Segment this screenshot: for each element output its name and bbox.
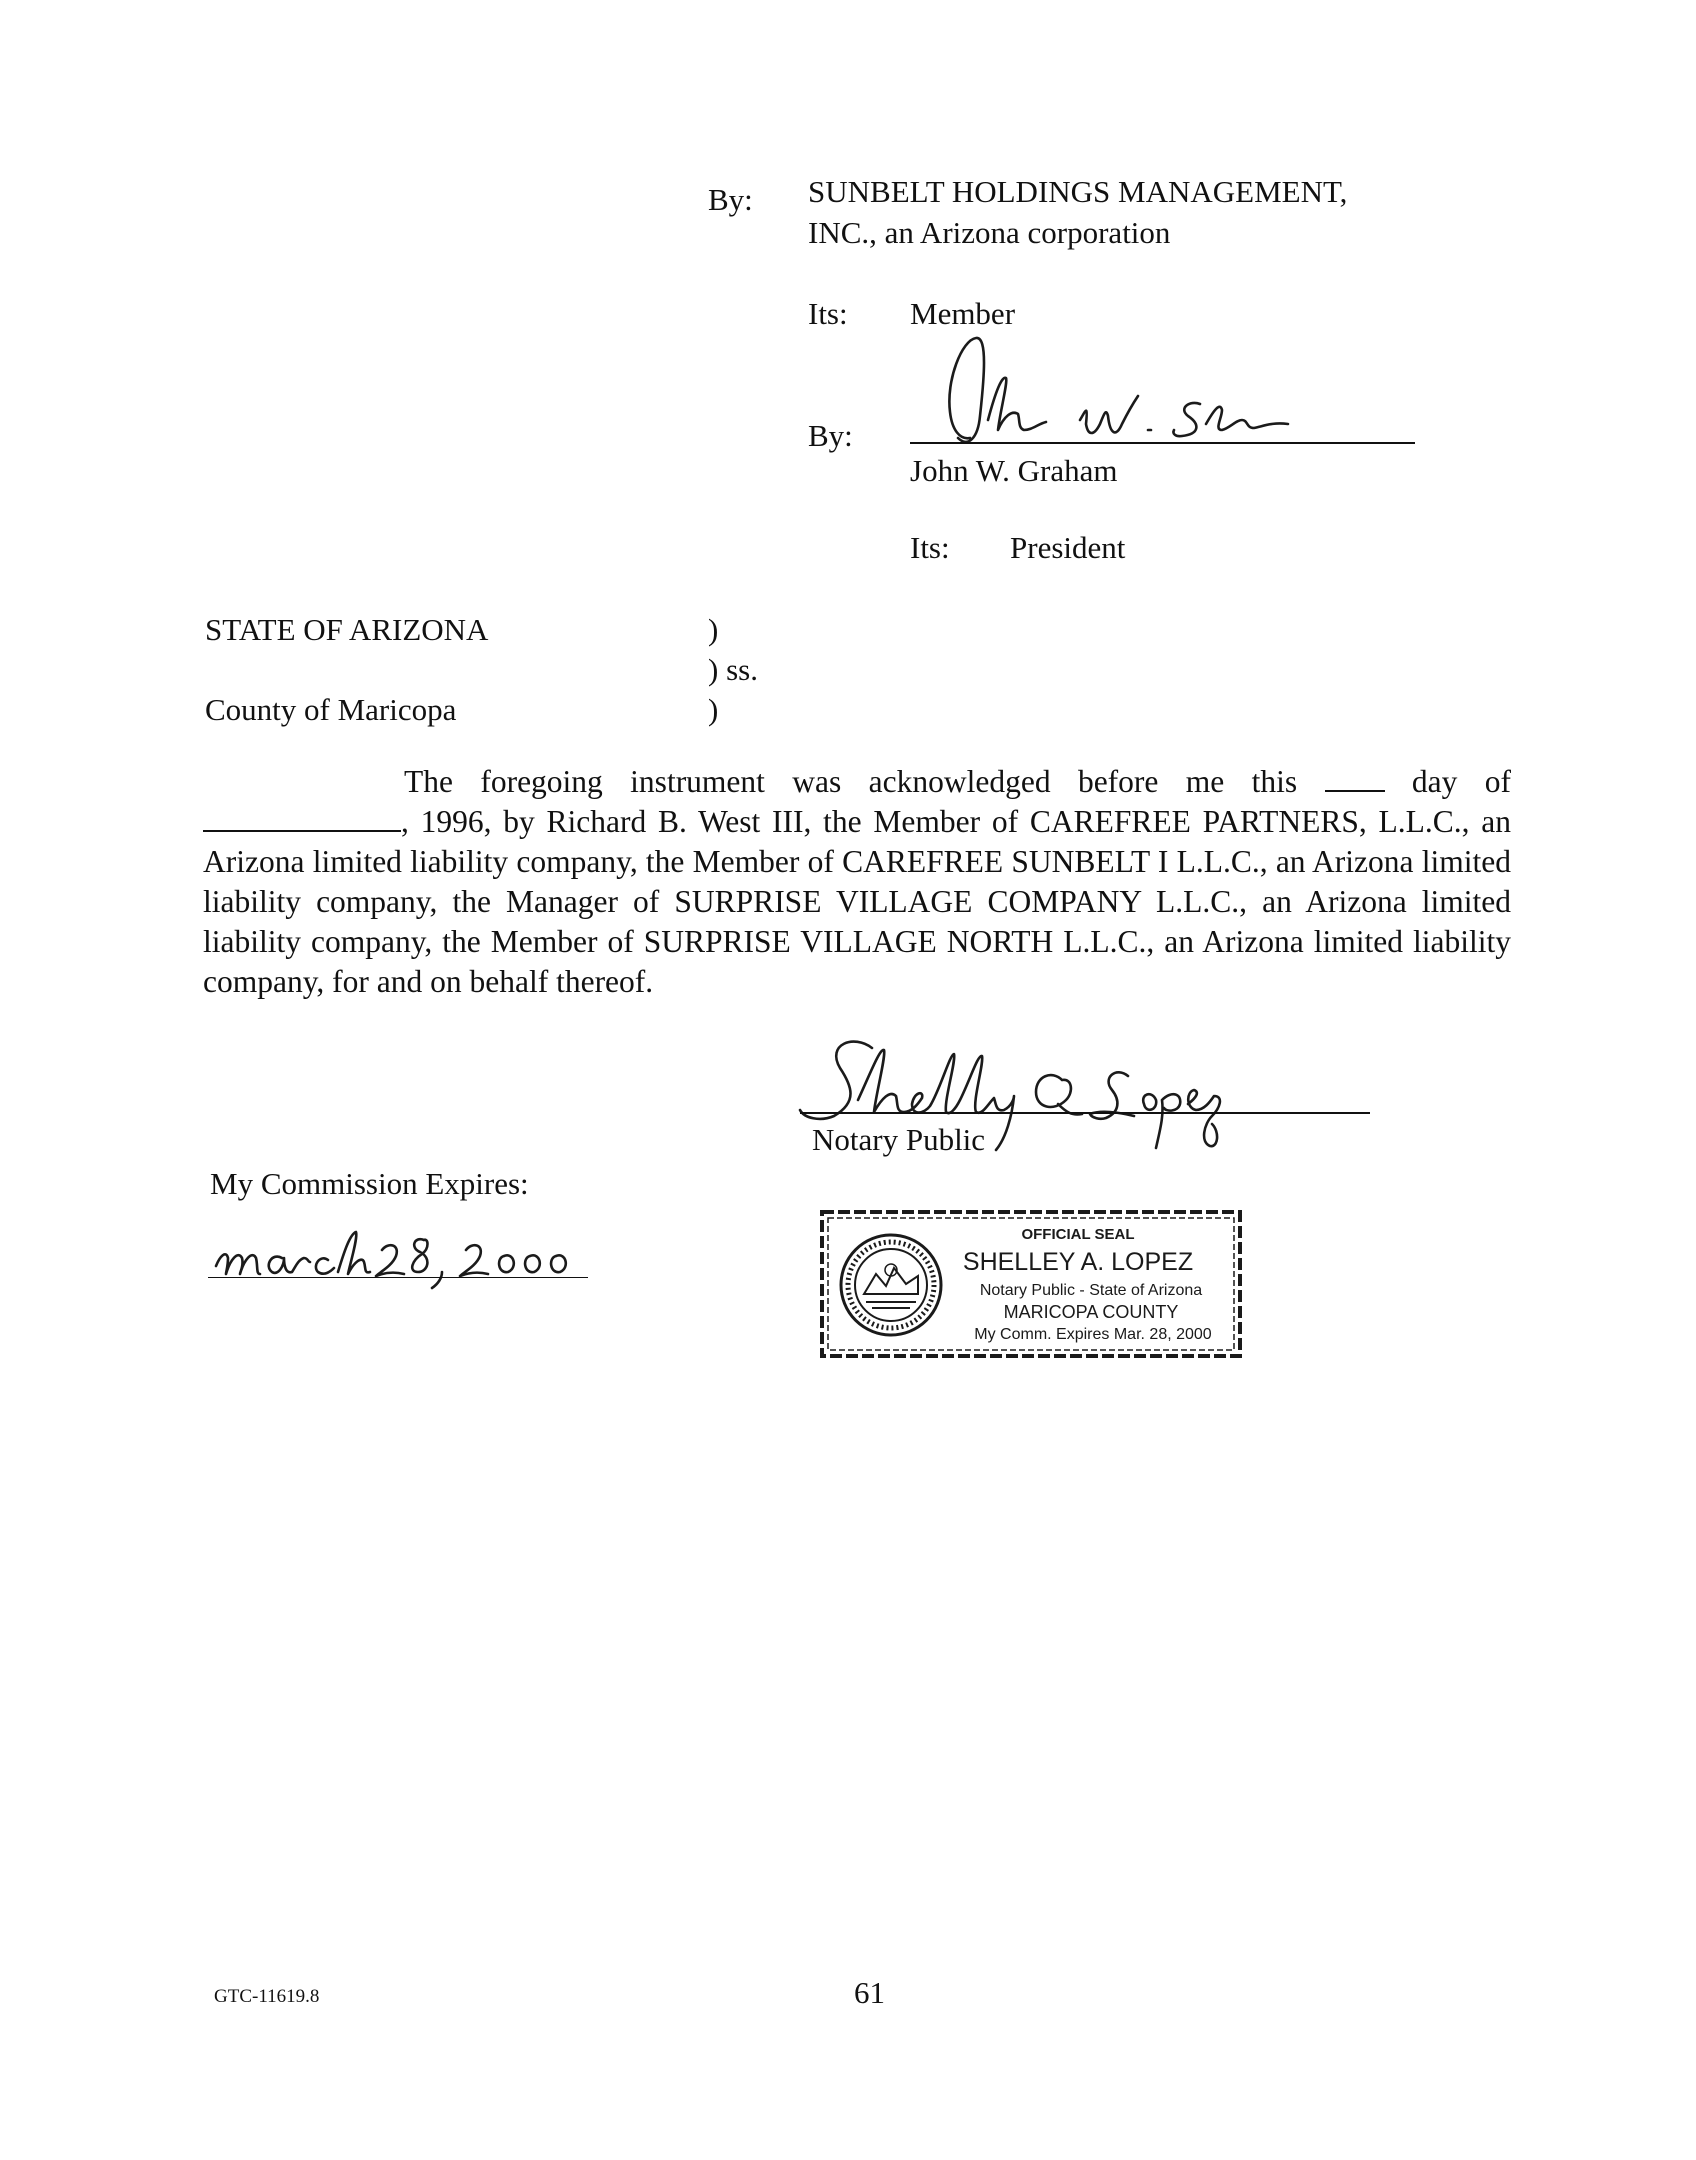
month-blank (203, 804, 401, 832)
its-label-2: Its: (910, 530, 950, 565)
its-value-president: President (1010, 530, 1126, 565)
document-id: GTC-11619.8 (214, 1986, 320, 2007)
by-label-1: By: (708, 182, 753, 217)
venue-county: County of Maricopa (205, 692, 457, 727)
venue-paren-3: ) (708, 692, 719, 727)
venue-paren-1: ) (708, 612, 719, 647)
seal-line-state: Notary Public - State of Arizona (979, 1282, 1203, 1299)
graham-signature (910, 320, 1360, 470)
venue-state: STATE OF ARIZONA (205, 612, 489, 647)
graham-signature-line (910, 442, 1415, 444)
page-number: 61 (854, 1975, 885, 2010)
seal-title: OFFICIAL SEAL (1021, 1226, 1135, 1243)
commission-date-line (208, 1277, 588, 1278)
ack-text-2: day of (1411, 764, 1511, 799)
seal-line-expires: My Comm. Expires Mar. 28, 2000 (974, 1326, 1212, 1343)
signer-name: John W. Graham (910, 453, 1118, 488)
ack-text-3: , 1996, by Richard B. West III, the Member of CAREFREE PARTNERS, L.L.C., an Arizona limited liability company, the Member of CAREFREE SUNBELT I L.L.C., an Arizona limited liability company, the Manager of SURPRISE VILLAGE COMPANY L.L.C., an Arizona limited liability company, the Member of SURPRISE VILLAGE NORTH L.L.C., an Arizona limited liability company, for and on behalf thereof. (203, 804, 1511, 999)
arizona-state-emblem (836, 1230, 946, 1340)
acknowledgment-paragraph (203, 762, 1511, 1002)
venue-paren-ss: ) ss. (708, 652, 758, 687)
seal-notary-name: SHELLEY A. LOPEZ (962, 1248, 1194, 1276)
seal-line-county: MARICOPA COUNTY (1003, 1302, 1179, 1322)
entity-name-line-1: SUNBELT HOLDINGS MANAGEMENT, (808, 174, 1348, 209)
day-blank (1325, 764, 1385, 792)
ack-text-1: The foregoing instrument was acknowledged before me this (404, 764, 1298, 799)
entity-name-line-2: INC., an Arizona corporation (808, 215, 1171, 250)
notary-signature-line (800, 1112, 1370, 1114)
its-value-member: Member (910, 296, 1016, 331)
by-label-2: By: (808, 418, 853, 453)
commission-label: My Commission Expires: (210, 1166, 529, 1201)
commission-date-handwritten (210, 1222, 610, 1302)
official-notary-seal (818, 1208, 1244, 1360)
its-label-1: Its: (808, 296, 848, 331)
notary-public-label: Notary Public (812, 1122, 986, 1157)
